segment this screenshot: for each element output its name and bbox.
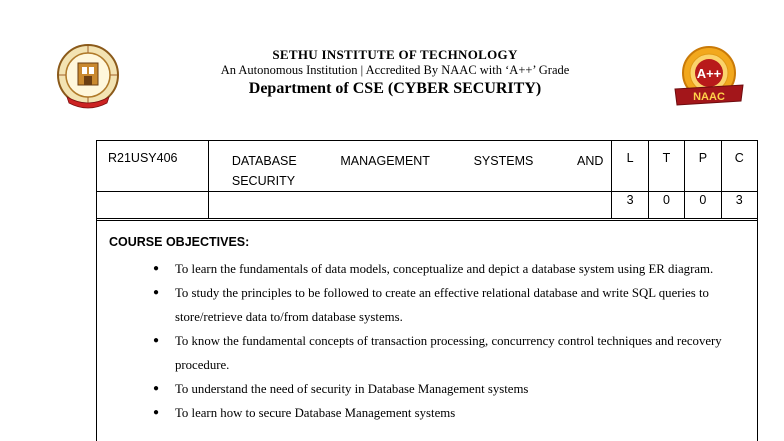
objective-item [151, 377, 731, 401]
objective-text: To learn the fundamentals of data models, conceptualize and depict a database system using ER diagram. [175, 262, 714, 276]
naac-badge-grade: A++ [696, 66, 722, 81]
objective-text: To learn how to secure Database Management systems [175, 406, 456, 420]
naac-logo [671, 45, 747, 111]
naac-ribbon-text: NAAC [693, 91, 725, 103]
course-values-row [97, 192, 758, 220]
objective-item [151, 257, 731, 281]
department-title: Department of CSE (CYBER SECURITY) [248, 80, 542, 97]
empty-cell [97, 192, 209, 220]
ltpc-header-l: L [612, 141, 648, 192]
objective-item [151, 329, 731, 377]
course-title-word: DATABASE [231, 154, 297, 168]
bullet-icon: ● [153, 287, 160, 298]
ltpc-value-l: 3 [612, 192, 648, 220]
bullet-icon: ● [153, 383, 160, 394]
objective-item [151, 281, 731, 329]
course-title-word: MANAGEMENT [340, 154, 430, 168]
ltpc-header-c: C [721, 141, 757, 192]
ltpc-value-t: 0 [648, 192, 684, 220]
objective-text: To understand the need of security in Database Management systems [175, 382, 529, 396]
ltpc-value-c: 3 [721, 192, 757, 220]
ltpc-header-t: T [648, 141, 684, 192]
course-header-row [97, 141, 758, 192]
course-code: R21USY406 [97, 141, 209, 192]
institution-name: SETHU INSTITUTE OF TECHNOLOGY [272, 47, 518, 62]
objectives-list [151, 257, 731, 425]
institution-subtitle: An Autonomous Institution | Accredited By NAAC with ‘A++’ Grade [220, 63, 570, 77]
course-objectives-section [96, 219, 758, 441]
objective-item [151, 401, 731, 425]
course-title-word: SYSTEMS [473, 154, 534, 168]
course-title [208, 141, 612, 192]
bullet-icon: ● [153, 335, 160, 346]
empty-cell [208, 192, 612, 220]
course-title-word: AND [576, 154, 604, 168]
bullet-icon: ● [153, 263, 160, 274]
course-title-line2: SECURITY [231, 174, 296, 188]
institution-logo [55, 43, 121, 113]
ltpc-value-p: 0 [685, 192, 721, 220]
page-header [150, 47, 640, 100]
course-table [96, 140, 758, 221]
objective-text: To know the fundamental concepts of transaction processing, concurrency control techniques and recovery procedure. [175, 334, 722, 372]
objectives-heading: COURSE OBJECTIVES: [109, 235, 250, 249]
bullet-icon: ● [153, 407, 160, 418]
objective-text: To study the principles to be followed to create an effective relational database and write SQL queries to store/retrieve data to/from database systems. [175, 286, 709, 324]
ltpc-header-p: P [685, 141, 721, 192]
